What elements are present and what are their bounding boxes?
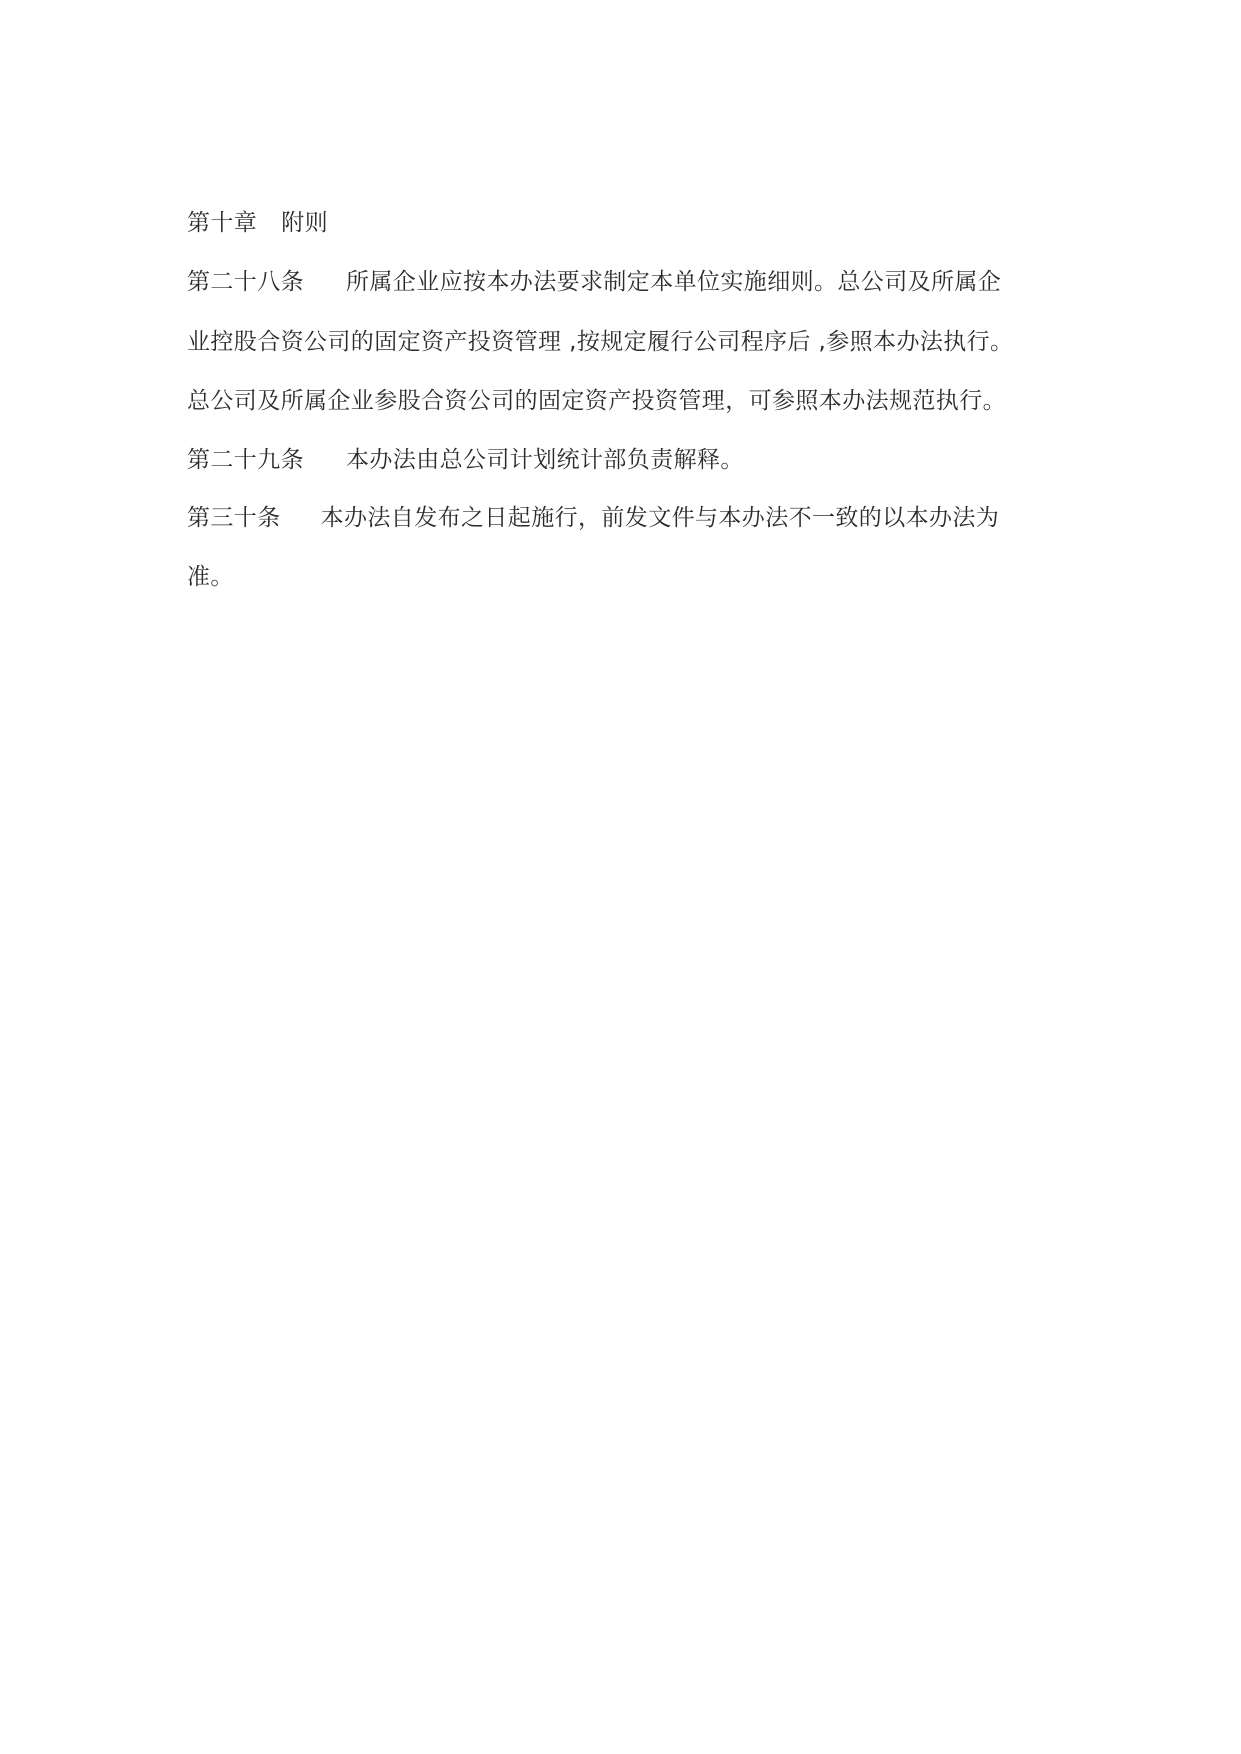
article-30-line-2: [187, 562, 234, 592]
article-28-line-1: [187, 267, 1001, 297]
article-text: 总公司及所属企业参股合资公司的固定资产投资管理，可参照本办法规范执行。: [187, 388, 1006, 414]
article-29-line-1: [187, 445, 744, 475]
article-28-line-3: [187, 386, 1006, 416]
chapter-heading: [187, 208, 328, 238]
chapter-title: 附则: [281, 210, 329, 236]
chapter-number: 第十章: [187, 210, 258, 236]
article-label: 第二十八条: [187, 269, 304, 295]
article-30-line-1: [187, 503, 999, 533]
article-text: 本办法自发布之日起施行，前发文件与本办法不一致的以本办法为: [320, 505, 1000, 531]
article-text: 所属企业应按本办法要求制定本单位实施细则。总公司及所属企: [346, 269, 1002, 295]
article-label: 第二十九条: [187, 447, 304, 473]
article-label: 第三十条: [187, 505, 281, 531]
article-text: 本办法由总公司计划统计部负责解释。: [346, 447, 744, 473]
article-text: 准。: [187, 564, 234, 590]
article-text: 业控股合资公司的固定资产投资管理 ,按规定履行公司程序后 ,参照本办法执行。: [187, 329, 1014, 355]
article-28-line-2: [187, 327, 1013, 357]
